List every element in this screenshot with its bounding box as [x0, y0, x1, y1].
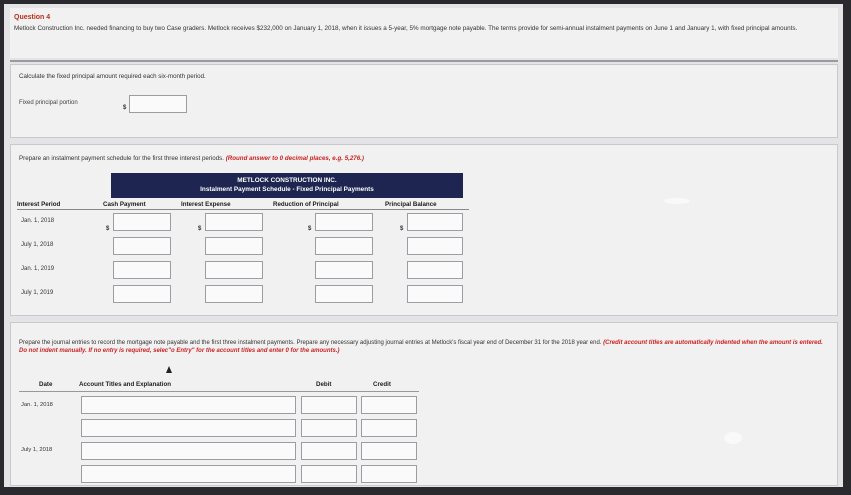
reduction-principal-input[interactable]	[315, 285, 373, 303]
principal-balance-input[interactable]	[407, 261, 463, 279]
period-label: July 1, 2018	[21, 242, 54, 248]
interest-expense-input[interactable]	[205, 213, 263, 231]
entry-date: July 1, 2018	[21, 447, 53, 453]
credit-input[interactable]	[361, 465, 417, 483]
schedule-subtitle: Instalment Payment Schedule - Fixed Principal Payments	[200, 186, 374, 193]
part3-note-tail: "o Entry" for the account titles and enter 0 for the amounts.)	[168, 348, 340, 354]
debit-input[interactable]	[301, 442, 357, 460]
screen-glare	[664, 198, 690, 204]
period-label: July 1, 2019	[21, 290, 54, 296]
period-label: Jan. 1, 2018	[21, 218, 55, 224]
fixed-principal-label: Fixed principal portion	[19, 100, 78, 106]
currency-symbol: $	[123, 105, 127, 111]
part1-instruction: Calculate the fixed principal amount required each six-month period.	[19, 73, 206, 80]
entry-date: Jan. 1, 2018	[21, 402, 53, 408]
col-credit: Credit	[373, 381, 391, 388]
part2-instruction-text: Prepare an instalment payment schedule for the first three interest periods.	[19, 155, 224, 162]
part1-panel	[10, 64, 838, 138]
principal-balance-input[interactable]	[407, 213, 463, 231]
col-account-titles: Account Titles and Explanation	[79, 381, 172, 388]
reduction-principal-input[interactable]	[315, 213, 373, 231]
part2-rounding-note: (Round answer to 0 decimal places, e.g. 5,276.)	[225, 155, 364, 162]
header-underline	[17, 209, 469, 210]
divider	[10, 60, 838, 62]
col-debit: Debit	[316, 381, 332, 388]
part2-instruction	[19, 155, 364, 162]
col-date: Date	[39, 381, 53, 388]
debit-input[interactable]	[301, 419, 357, 437]
question-title: Question 4	[14, 14, 51, 21]
account-title-input[interactable]	[81, 442, 296, 460]
question-text: Metlock Construction Inc. needed financing to buy two Case graders. Metlock receives $232,000 on January 1, 2018, when it issues a 5-year, 5% mortgage note payable. The terms provide for semi-annual instalment payments on June 1 and January 1, with fixed principal amounts.	[14, 25, 798, 32]
interest-expense-input[interactable]	[205, 285, 263, 303]
col-interest-period: Interest Period	[17, 201, 61, 208]
credit-input[interactable]	[361, 419, 417, 437]
principal-balance-input[interactable]	[407, 285, 463, 303]
account-title-input[interactable]	[81, 465, 296, 483]
cash-payment-input[interactable]	[113, 285, 171, 303]
part3-note: (Credit account titles are automatically indented when the amount is entered. Do not indent manually. If no entry is required, selec	[19, 340, 823, 354]
schedule-header	[111, 173, 463, 198]
cash-payment-input[interactable]	[113, 213, 171, 231]
part2-panel	[10, 144, 838, 316]
part3-panel	[10, 322, 838, 486]
interest-expense-input[interactable]	[205, 261, 263, 279]
schedule-title: METLOCK CONSTRUCTION INC.	[237, 177, 337, 184]
currency-symbol: $	[106, 226, 110, 232]
col-reduction-principal: Reduction of Principal	[273, 201, 339, 208]
currency-symbol: $	[308, 226, 312, 232]
interest-expense-input[interactable]	[205, 237, 263, 255]
currency-symbol: $	[400, 226, 404, 232]
journal-header-underline	[19, 391, 419, 392]
col-cash-payment: Cash Payment	[103, 201, 146, 208]
part3-instruction	[19, 339, 831, 355]
reduction-principal-input[interactable]	[315, 237, 373, 255]
mouse-cursor-icon	[166, 366, 172, 373]
debit-input[interactable]	[301, 396, 357, 414]
credit-input[interactable]	[361, 442, 417, 460]
principal-balance-input[interactable]	[407, 237, 463, 255]
cash-payment-input[interactable]	[113, 261, 171, 279]
screen-glare	[724, 432, 742, 444]
account-title-input[interactable]	[81, 396, 296, 414]
period-label: Jan. 1, 2019	[21, 266, 55, 272]
reduction-principal-input[interactable]	[315, 261, 373, 279]
question-header	[10, 8, 838, 58]
cash-payment-input[interactable]	[113, 237, 171, 255]
part3-instruction-text: Prepare the journal entries to record the mortgage note payable and the first three instalment payments. Prepare any necessary adjusting journal entries at Metlock's fiscal year end of December 31 for the 2018 year end.	[19, 340, 602, 346]
debit-input[interactable]	[301, 465, 357, 483]
currency-symbol: $	[198, 226, 202, 232]
col-principal-balance: Principal Balance	[385, 201, 437, 208]
screen	[4, 4, 843, 487]
credit-input[interactable]	[361, 396, 417, 414]
col-interest-expense: Interest Expense	[181, 201, 231, 208]
account-title-input[interactable]	[81, 419, 296, 437]
fixed-principal-input[interactable]	[129, 95, 187, 113]
